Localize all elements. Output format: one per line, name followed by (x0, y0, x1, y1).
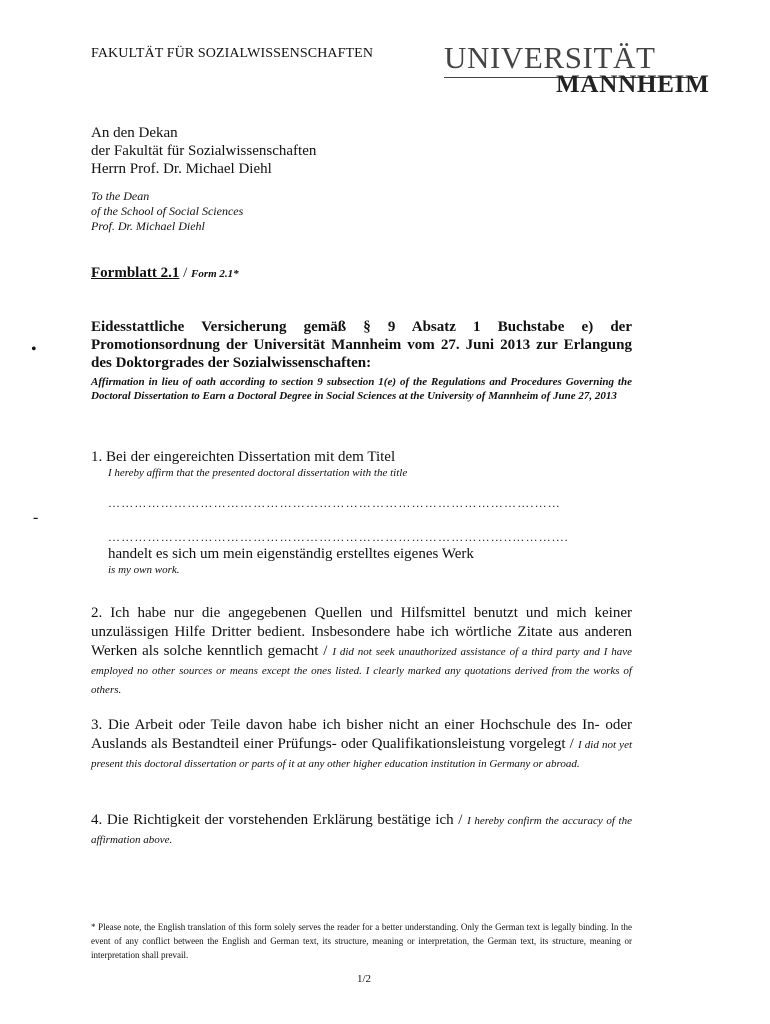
address-line: Herrn Prof. Dr. Michael Diehl (91, 161, 272, 177)
item-1-continued: handelt es sich um mein eigenständig erstelltes eigenes Werk (108, 546, 474, 562)
item-4-text: 4. Die Richtigkeit der vorstehenden Erklärung bestätige ich / (91, 812, 463, 828)
university-logo-bottom: MANNHEIM (556, 71, 710, 98)
item-1-text: 1. Bei der eingereichten Dissertation mit dem Titel (91, 449, 396, 465)
form-separator: / (179, 265, 191, 281)
item-2-paragraph (91, 604, 632, 699)
address-english (91, 189, 243, 234)
address-line: der Fakultät für Sozialwissenschaften (91, 143, 317, 159)
address-line: Prof. Dr. Michael Diehl (91, 219, 205, 233)
item-4-paragraph (91, 811, 632, 849)
form-number-english: Form 2.1* (191, 268, 239, 280)
declaration-heading-english: Affirmation in lieu of oath according to section 9 subsection 1(e) of the Regulations and Procedures Governing the Doctoral Dissertation to Earn a Doctoral Degree in Social Sciences at the University of Mannheim of June 27, 2013 (91, 376, 632, 402)
title-fill-line-2[interactable]: ………………………………………………………………………………..……….... (108, 530, 569, 544)
item-4-english: I hereby confirm the accuracy of the affirmation above. (91, 815, 632, 846)
item-1-english: I hereby affirm that the presented doctoral dissertation with the title (108, 467, 408, 479)
declaration-heading: Eidesstattliche Versicherung gemäß § 9 Absatz 1 Buchstabe e) der Promotionsordnung der Universität Mannheim vom 27. Juni 2013 zur Erlangung des Doktorgrades der Sozialwissenschaften: (91, 319, 632, 371)
item-2-english: I did not seek unauthorized assistance of a third party and I have employed no other sources or means except the ones listed. I clearly marked any quotations derived from the works of others. (91, 646, 633, 696)
margin-bullet: • (31, 341, 37, 358)
address-line: To the Dean (91, 189, 150, 203)
item-3-text: 3. Die Arbeit oder Teile davon habe ich bisher nicht an einer Hochschule des In- oder Auslands als Bestandteil einer Prüfungs- oder Qualifikationsleistung vorgelegt / (91, 717, 632, 752)
address-line: of the School of Social Sciences (91, 204, 244, 218)
margin-dash: - (33, 509, 39, 526)
item-1-continued-english: is my own work. (108, 564, 180, 576)
translation-footnote: * Please note, the English translation of this form solely serves the reader for a better understanding. Only the German text is legally binding. In the event of any conflict between the English and German text, its structure, meaning or interpretation, the German text, its structure, meaning or interpretation shall prevail. (91, 922, 632, 960)
form-number: Formblatt 2.1 (91, 265, 180, 281)
address-line: An den Dekan (91, 125, 178, 141)
university-logo-top: UNIVERSITÄT (444, 40, 656, 75)
page-number: 1/2 (357, 973, 372, 985)
item-3-english: I did not yet present this doctoral dissertation or parts of it at any other higher education institution in Germany or abroad. (91, 739, 633, 770)
address-german (91, 124, 316, 178)
item-2-text: 2. Ich habe nur die angegebenen Quellen und Hilfsmittel benutzt und mich keiner unzulässigen Hilfe Dritter bedient. Insbesondere habe ich wörtliche Zitate aus anderen Werken als solche kenntlich gemacht / (91, 605, 632, 659)
form-label (91, 265, 239, 282)
item-3-paragraph (91, 716, 632, 773)
title-fill-line-1[interactable]: …………………………………………………………………………………….…… (108, 496, 561, 510)
faculty-name: FAKULTÄT FÜR SOZIALWISSENSCHAFTEN (91, 46, 374, 61)
